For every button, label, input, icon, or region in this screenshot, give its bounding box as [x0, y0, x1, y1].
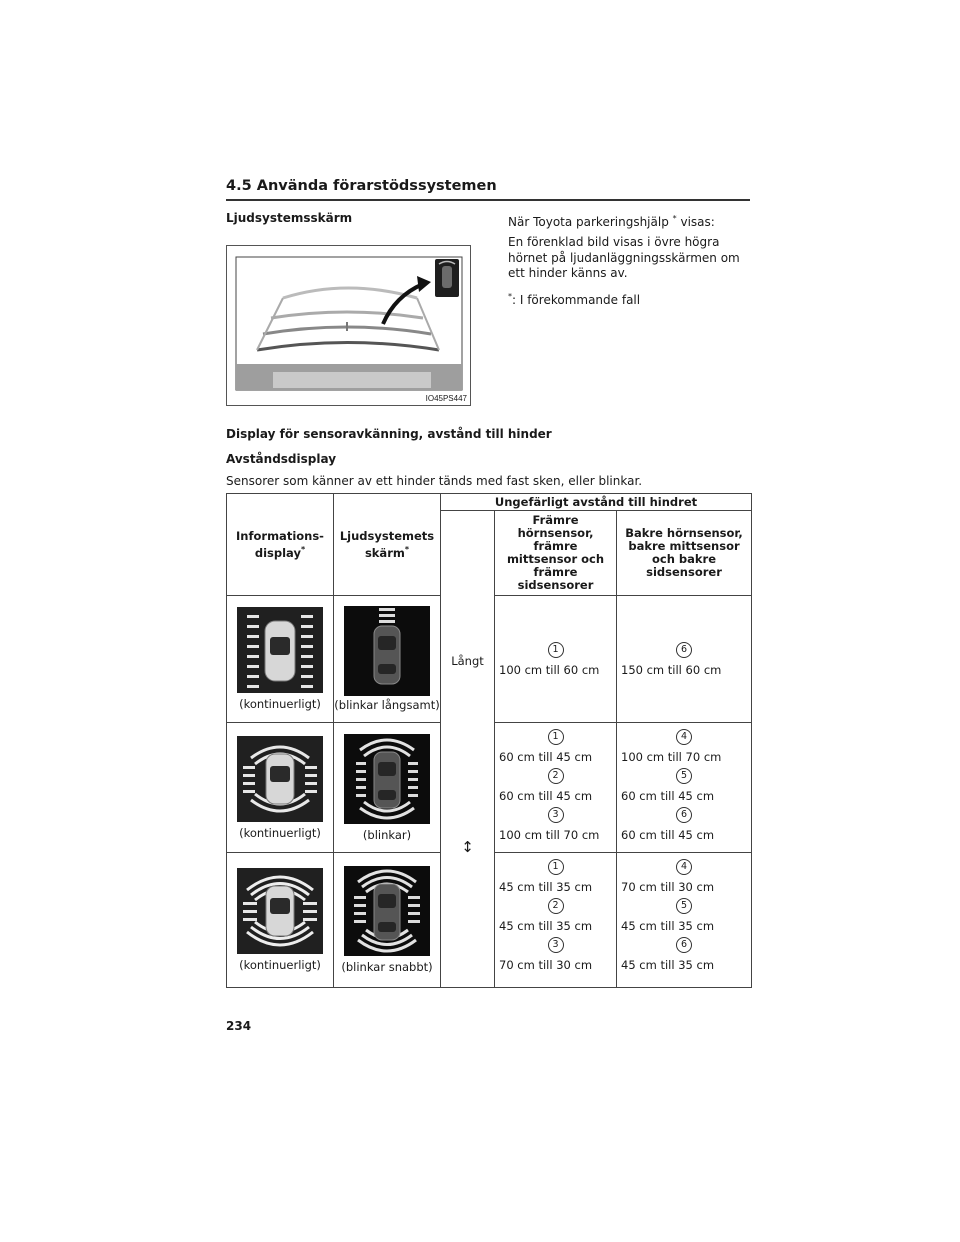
- sensor-distance: 70 cm till 30 cm: [621, 880, 715, 894]
- rear-sensor-6: [617, 642, 751, 677]
- far-label: Långt: [451, 653, 484, 668]
- header-audio-label: Ljudsystemets skärm: [339, 528, 435, 560]
- audio-screen-short-range-image: [344, 866, 430, 956]
- footnote-asterisk: *: [508, 292, 512, 301]
- audio-caption: (blinkar): [362, 827, 412, 842]
- range-indicator-cell: [441, 596, 495, 988]
- sensor-distance: 60 cm till 45 cm: [499, 750, 593, 764]
- info-display-cell: [227, 723, 334, 853]
- sensor-number-badge: 5: [676, 898, 692, 914]
- front-sensor-cell: [495, 723, 617, 853]
- header-distance: Ungefärligt avstånd till hindret: [441, 494, 752, 511]
- parking-assist-intro: [508, 211, 748, 231]
- sensor-distance: 45 cm till 35 cm: [621, 919, 715, 933]
- sensor-distance: 45 cm till 35 cm: [621, 958, 715, 972]
- audio-screen-heading: Ljudsystemsskärm: [226, 211, 353, 225]
- sensor-distance: 45 cm till 35 cm: [499, 919, 593, 933]
- front-sensor-cell: [495, 596, 617, 723]
- sensor-number-badge: 6: [676, 807, 692, 823]
- header-info-display: [227, 494, 334, 596]
- header-info-label: Informations-display: [236, 528, 324, 560]
- sensor-intro-text: Sensorer som känner av ett hinder tänds med fast sken, eller blinkar.: [226, 474, 643, 488]
- rear-sensor-cell: [617, 596, 752, 723]
- rear-sensor-5: [617, 898, 751, 933]
- header-rear-sensors: Bakre hörnsensor, bakre mittsensor och bakre sidsensorer: [617, 511, 752, 596]
- sensor-number-badge: 6: [676, 642, 692, 658]
- info-display-long-range-image: [237, 607, 323, 693]
- info-display-medium-range-image: [237, 736, 323, 822]
- asterisk-mark: *: [672, 214, 677, 223]
- sensor-number-badge: 2: [548, 768, 564, 784]
- footnote-text: : I förekommande fall: [512, 293, 641, 307]
- sensor-distance: 45 cm till 35 cm: [499, 880, 593, 894]
- distance-table: [226, 493, 752, 988]
- header-info-asterisk: *: [300, 544, 306, 554]
- front-sensor-1: [495, 642, 616, 677]
- front-sensor-1: [495, 729, 616, 764]
- parking-assist-intro-suffix: visas:: [676, 215, 715, 229]
- front-sensor-3: [495, 937, 616, 972]
- front-sensor-2: [495, 898, 616, 933]
- camera-view-illustration: [227, 246, 470, 405]
- audio-screen-cell: [334, 853, 441, 988]
- info-display-cell: [227, 596, 334, 723]
- figure-code: IO45PS447: [425, 394, 467, 403]
- header-front-sensors: Främre hörnsensor, främre mittsensor och främre sidsensorer: [495, 511, 617, 596]
- sensor-distance: 100 cm till 70 cm: [499, 828, 600, 842]
- info-caption: (kontinuerligt): [239, 697, 321, 711]
- rear-sensor-cell: [617, 853, 752, 988]
- sensor-number-badge: 1: [548, 729, 564, 745]
- sensor-number-badge: 1: [548, 642, 564, 658]
- sensor-distance: 100 cm till 70 cm: [621, 750, 722, 764]
- front-sensor-2: [495, 768, 616, 803]
- distance-display-heading: Avståndsdisplay: [226, 452, 337, 466]
- sensor-distance: 100 cm till 60 cm: [499, 663, 600, 677]
- rear-sensor-6: [617, 937, 751, 972]
- page-number: 234: [226, 1019, 252, 1033]
- info-caption: (kontinuerligt): [239, 958, 321, 972]
- rear-sensor-4: [617, 859, 751, 894]
- rear-sensor-5: [617, 768, 751, 803]
- sensor-number-badge: 1: [548, 859, 564, 875]
- simplified-image-paragraph: En förenklad bild visas i övre högra hörnet på ljudanläggningsskärmen om ett hinder känns av.: [508, 235, 740, 280]
- header-audio-screen: [334, 494, 441, 596]
- sensor-number-badge: 5: [676, 768, 692, 784]
- sensor-number-badge: 3: [548, 807, 564, 823]
- sensor-display-heading: Display för sensoravkänning, avstånd till hinder: [226, 427, 552, 441]
- sensor-distance: 60 cm till 45 cm: [621, 828, 715, 842]
- sensor-distance: 60 cm till 45 cm: [499, 789, 593, 803]
- audio-caption: (blinkar långsamt): [334, 698, 440, 712]
- audio-screen-long-range-image: [344, 606, 430, 696]
- parking-assist-intro-text: När Toyota parkeringshjälp: [508, 215, 669, 229]
- audio-screen-medium-range-image: [344, 734, 430, 824]
- front-sensor-1: [495, 859, 616, 894]
- audio-screen-cell: [334, 596, 441, 723]
- audio-screen-figure: [226, 245, 471, 406]
- sensor-number-badge: 3: [548, 937, 564, 953]
- range-arrow-icon: ↕: [461, 837, 474, 856]
- front-sensor-3: [495, 807, 616, 842]
- sensor-number-badge: 4: [676, 859, 692, 875]
- table-row: [227, 596, 752, 723]
- rear-sensor-cell: [617, 723, 752, 853]
- info-display-cell: [227, 853, 334, 988]
- rear-sensor-6: [617, 807, 751, 842]
- sensor-number-badge: 4: [676, 729, 692, 745]
- availability-footnote: [508, 289, 748, 309]
- rear-sensor-4: [617, 729, 751, 764]
- header-distance-blank: [441, 511, 495, 596]
- sensor-number-badge: 2: [548, 898, 564, 914]
- section-divider: [226, 199, 750, 201]
- audio-screen-cell: [334, 723, 441, 853]
- info-caption: (kontinuerligt): [239, 825, 321, 840]
- front-sensor-cell: [495, 853, 617, 988]
- header-audio-asterisk: *: [404, 544, 410, 554]
- sensor-number-badge: 6: [676, 937, 692, 953]
- sensor-distance: 70 cm till 30 cm: [499, 958, 593, 972]
- sensor-distance: 60 cm till 45 cm: [621, 789, 715, 803]
- section-title: 4.5 Använda förarstödssystemen: [226, 178, 497, 194]
- sensor-distance: 150 cm till 60 cm: [621, 663, 722, 677]
- audio-caption: (blinkar snabbt): [341, 960, 433, 974]
- info-display-short-range-image: [237, 868, 323, 954]
